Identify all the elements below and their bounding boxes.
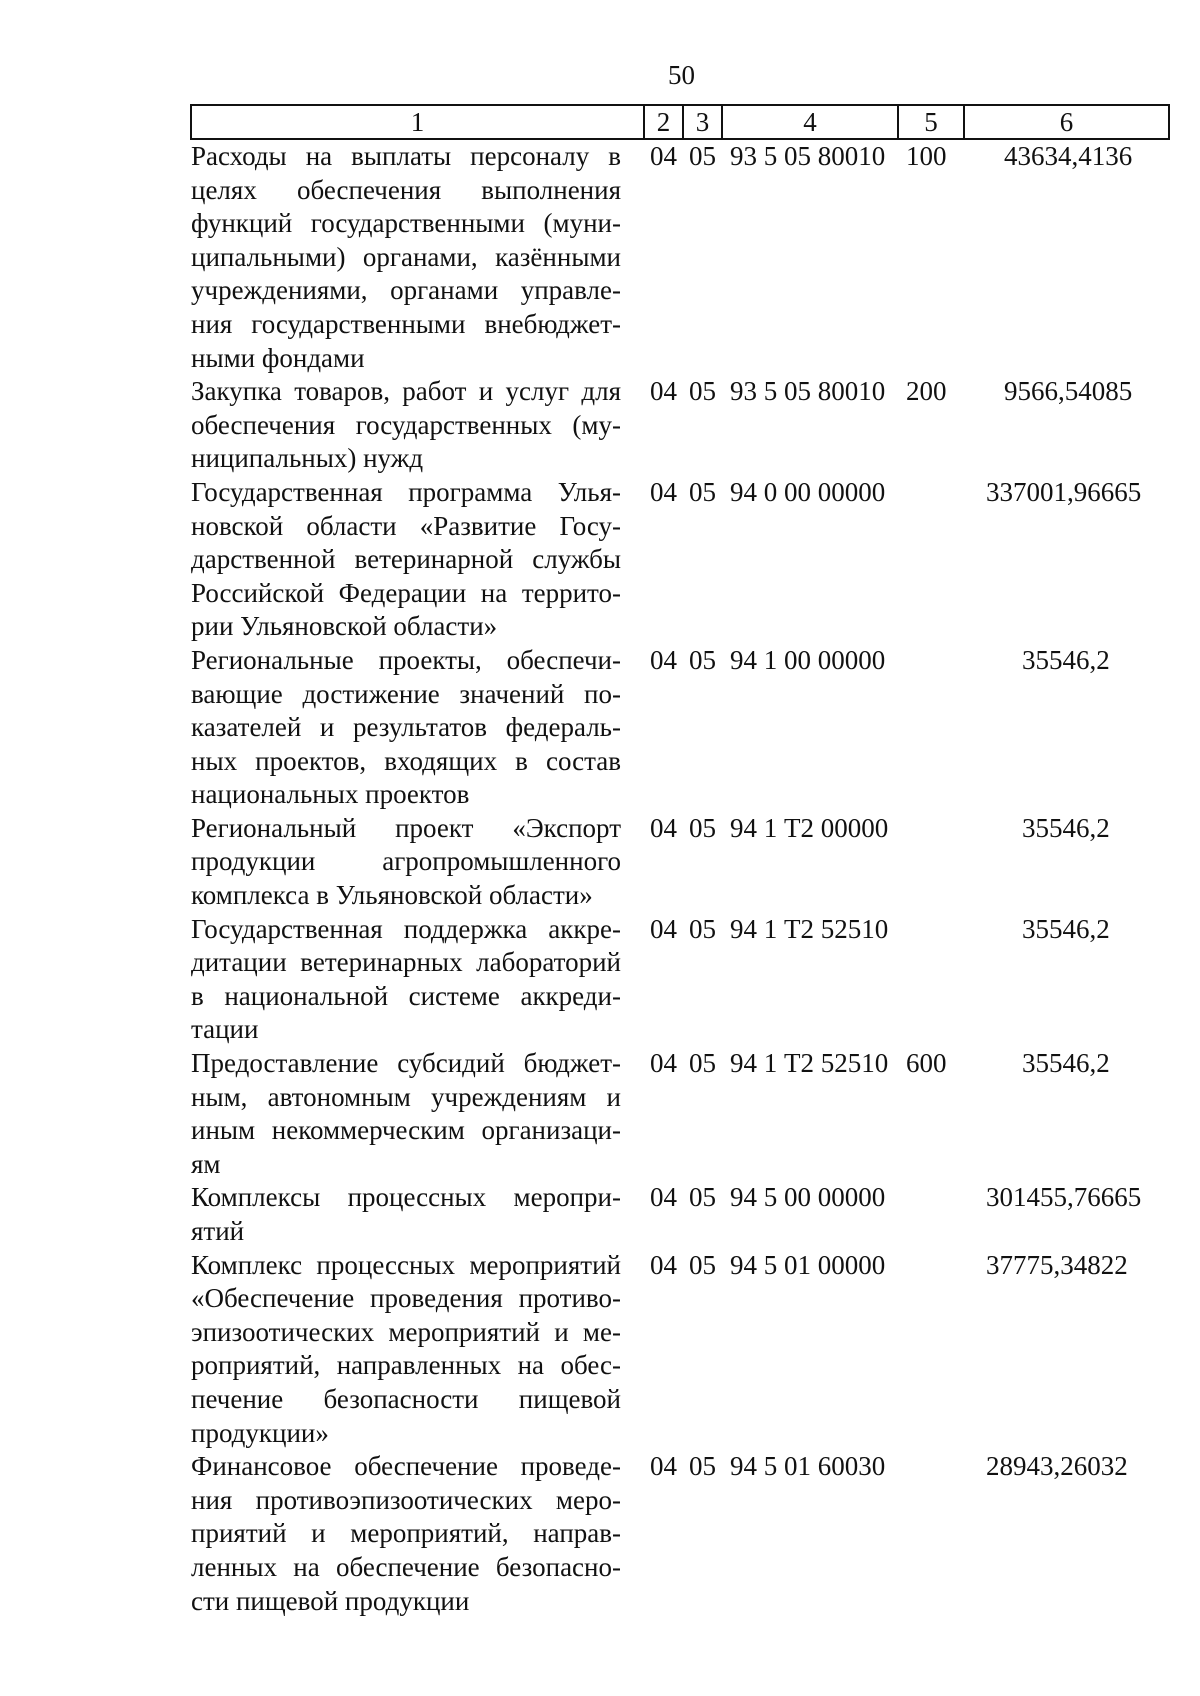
table-header-row: [191, 105, 1169, 139]
row-description-text: Финансовое обеспечение проведения противоэпизоотических мероприятий и мероприятий, направленных на обеспечение безопасности пищевой продукции: [191, 1451, 621, 1616]
table-row: [191, 375, 1169, 476]
row-subsection-code: 05: [689, 644, 716, 675]
row-subsection-code: 05: [689, 1182, 716, 1213]
table-row: [191, 1450, 1169, 1618]
row-amount: 337001,96665: [986, 476, 1142, 507]
table-row: [191, 644, 1169, 812]
row-subsection-code: 05: [689, 913, 716, 944]
header-col-1: 1: [191, 105, 644, 139]
row-subsection-code: 05: [689, 1048, 716, 1079]
row-subsection-code: 05: [689, 1249, 716, 1280]
header-col-2: 2: [644, 105, 683, 139]
row-section-code: 04: [650, 812, 677, 843]
row-description-text: Государственная программа Ульяновской области «Развитие Государственной ветеринарной службы Российской Федерации на территории Ульяновской области»: [191, 476, 621, 642]
row-subsection-code: 05: [689, 376, 716, 407]
row-description: [191, 476, 644, 644]
row-expense-type: 100: [906, 141, 947, 171]
table-row: [191, 476, 1169, 644]
row-target-article: 94 5 01 00000: [730, 1249, 886, 1280]
row-expense-type: 200: [906, 376, 947, 407]
row-expense-type: [898, 1249, 964, 1451]
row-section-code: 04: [650, 644, 677, 675]
budget-table-container: [190, 104, 1168, 1618]
budget-table: [190, 104, 1170, 1618]
row-expense-type: [898, 476, 964, 644]
row-section-code: 04: [650, 1048, 677, 1079]
row-amount: 301455,76665: [986, 1182, 1142, 1213]
row-description: [191, 1047, 644, 1181]
row-expense-type: [898, 644, 964, 812]
page-number: 50: [668, 60, 695, 90]
row-section-code: 04: [650, 1451, 677, 1482]
row-subsection-code: 05: [689, 476, 716, 507]
row-target-article: 94 1 Т2 52510: [730, 913, 889, 944]
row-description-text: Государственная поддержка аккредитации ветеринарных лабораторий в национальной системе аккредитации: [191, 913, 621, 1045]
row-description: [191, 644, 644, 812]
table-row: [191, 1249, 1169, 1451]
row-amount: 37775,34822: [986, 1249, 1128, 1280]
row-subsection-code: 05: [689, 1451, 716, 1482]
row-expense-type: [898, 1450, 964, 1618]
row-amount: 35546,2: [1022, 644, 1110, 675]
row-section-code: 04: [650, 476, 677, 507]
row-description-text: Комплекс процессных мероприятий «Обеспечение проведения противоэпизоотических мероприятий и мероприятий, направленных на обеспечение безопасности пищевой продукции»: [191, 1249, 621, 1448]
row-amount: 35546,2: [1022, 1048, 1110, 1079]
row-description: [191, 1181, 644, 1248]
row-description: [191, 139, 644, 375]
row-description-text: Расходы на выплаты персоналу в целях обеспечения выполнения функций государственными (муниципальными) органами, казёнными учреждениями, органами управления государственными внебюджетными фондами: [191, 141, 621, 373]
row-amount: 9566,54085: [1004, 376, 1133, 407]
row-subsection-code: 05: [689, 812, 716, 843]
header-col-6: 6: [964, 105, 1169, 139]
row-description: [191, 812, 644, 913]
row-amount: 43634,4136: [1004, 141, 1133, 171]
row-amount: 35546,2: [1022, 913, 1110, 944]
row-section-code: 04: [650, 1182, 677, 1213]
row-description-text: Предоставление субсидий бюджетным, автономным учреждениям и иным некоммерческим организациям: [191, 1048, 621, 1179]
row-amount: 28943,26032: [986, 1451, 1128, 1482]
row-description: [191, 375, 644, 476]
row-subsection-code: 05: [689, 141, 716, 171]
table-row: [191, 812, 1169, 913]
row-target-article: 94 1 00 00000: [730, 644, 886, 675]
table-row: [191, 913, 1169, 1047]
row-description-text: Комплексы процессных мероприятий: [191, 1182, 621, 1246]
row-description: [191, 913, 644, 1047]
row-target-article: 93 5 05 80010: [730, 376, 886, 407]
row-description: [191, 1249, 644, 1451]
row-description: [191, 1450, 644, 1618]
row-target-article: 94 5 00 00000: [730, 1182, 886, 1213]
header-col-5: 5: [898, 105, 964, 139]
row-target-article: 94 5 01 60030: [730, 1451, 886, 1482]
row-description-text: Региональный проект «Экспорт продукции агропромышленного комплекса в Ульяновской области»: [191, 812, 621, 911]
row-expense-type: [898, 913, 964, 1047]
row-description-text: Региональные проекты, обеспечивающие достижение значений показателей и результатов федеральных проектов, входящих в состав национальных проектов: [191, 644, 621, 810]
row-section-code: 04: [650, 141, 677, 171]
table-row: [191, 139, 1169, 375]
row-section-code: 04: [650, 376, 677, 407]
row-target-article: 93 5 05 80010: [730, 141, 886, 171]
table-body: [191, 139, 1169, 1618]
row-expense-type: [898, 1181, 964, 1248]
header-col-4: 4: [722, 105, 898, 139]
row-expense-type: 600: [906, 1048, 947, 1079]
row-section-code: 04: [650, 1249, 677, 1280]
row-section-code: 04: [650, 913, 677, 944]
header-col-3: 3: [683, 105, 722, 139]
row-expense-type: [898, 812, 964, 913]
table-row: [191, 1181, 1169, 1248]
row-amount: 35546,2: [1022, 812, 1110, 843]
table-row: [191, 1047, 1169, 1181]
row-description-text: Закупка товаров, работ и услуг для обеспечения государственных (муниципальных) нужд: [191, 376, 621, 474]
row-target-article: 94 1 Т2 52510: [730, 1048, 889, 1079]
row-target-article: 94 0 00 00000: [730, 476, 886, 507]
row-target-article: 94 1 Т2 00000: [730, 812, 889, 843]
